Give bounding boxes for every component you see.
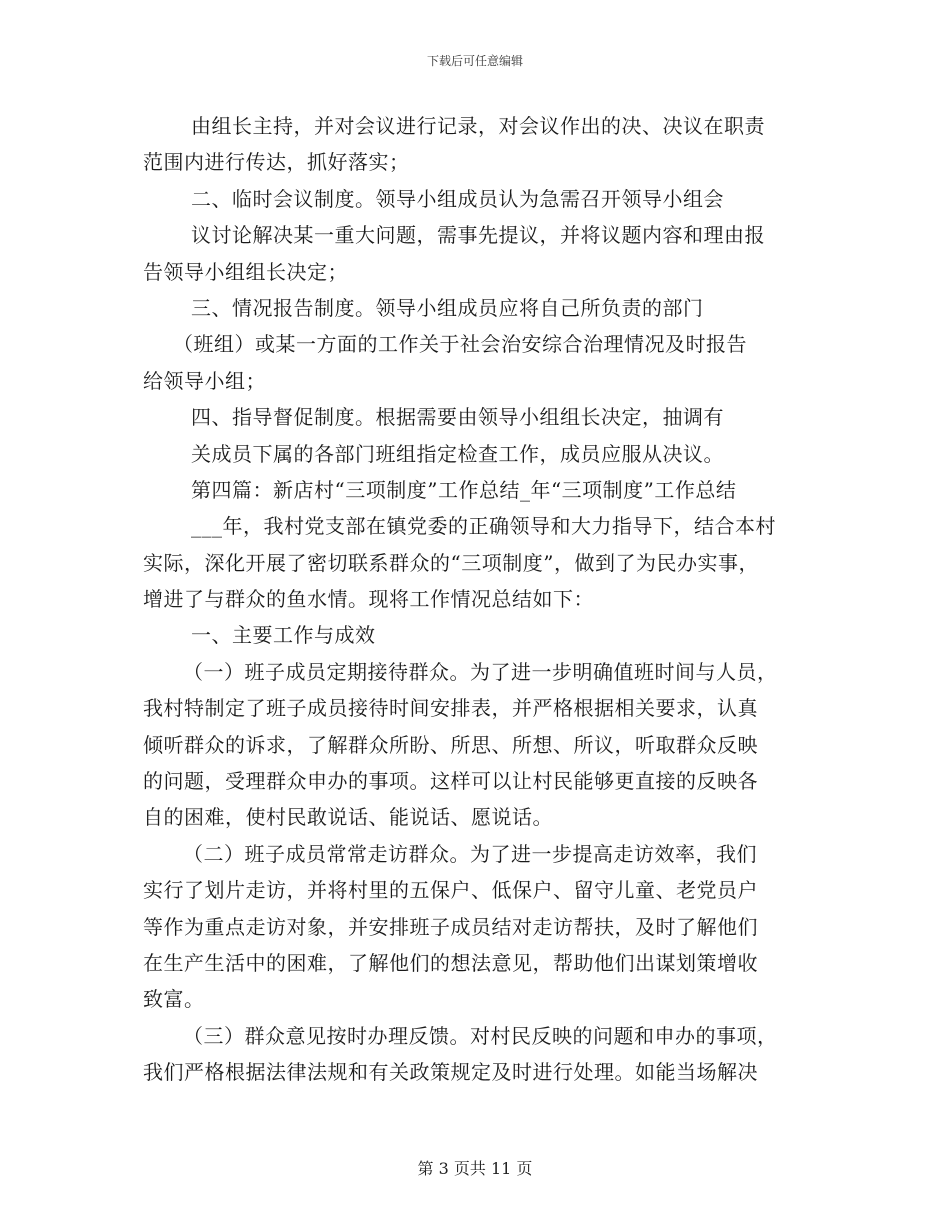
text-line: 二、临时会议制度。领导小组成员认为急需召开领导小组会 (191, 186, 724, 211)
text-line: 致富。 (143, 987, 205, 1012)
text-line: 四、指导督促制度。根据需要由领导小组组长决定，抽调有 (191, 405, 724, 430)
text-line: 的问题，受理群众申办的事项。这样可以让村民能够更直接的反映各 (143, 769, 758, 794)
text-line: （班组）或某一方面的工作关于社会治安综合治理情况及时报告 (173, 332, 747, 357)
text-line: （三）群众意见按时办理反馈。对村民反映的问题和申办的事项， (183, 1023, 778, 1048)
text-line: 范围内进行传达，抓好落实； (143, 150, 410, 175)
text-line: 一、主要工作与成效 (191, 623, 376, 648)
text-line: 在生产生活中的困难，了解他们的想法意见，帮助他们出谋划策增收 (143, 950, 758, 975)
text-line: 给领导小组； (143, 368, 266, 393)
text-line: 我们严格根据法律法规和有关政策规定及时进行处理。如能当场解决 (143, 1060, 758, 1085)
page-header: 下载后可任意编辑 (426, 54, 523, 68)
text-line: 自的困难，使村民敢说话、能说话、愿说话。 (143, 805, 553, 830)
text-line: 倾听群众的诉求，了解群众所盼、所思、所想、所议，听取群众反映 (143, 732, 758, 757)
text-line: 关成员下属的各部门班组指定检查工作，成员应服从决议。 (191, 441, 724, 466)
text-line: 实行了划片走访，并将村里的五保户、低保户、留守儿童、老党员户 (143, 878, 758, 903)
text-line: 第四篇：新店村“三项制度”工作总结_年“三项制度”工作总结 (191, 477, 737, 502)
page-footer: 第 3 页共 11 页 (417, 1159, 533, 1178)
text-line: 我村特制定了班子成员接待时间安排表，并严格根据相关要求，认真 (143, 696, 758, 721)
text-line: 由组长主持，并对会议进行记录，对会议作出的决、决议在职责 (191, 114, 765, 138)
text-line: 实际，深化开展了密切联系群众的“三项制度”，做到了为民办实事， (143, 550, 759, 575)
text-line: 增进了与群众的鱼水情。现将工作情况总结如下： (143, 587, 594, 612)
text-line: 等作为重点走访对象，并安排班子成员结对走访帮扶，及时了解他们 (143, 914, 758, 939)
text-line: （二）班子成员常常走访群众。为了进一步提高走访效率，我们 (183, 841, 757, 866)
text-line: 议讨论解决某一重大问题，需事先提议，并将议题内容和理由报 (191, 223, 765, 248)
text-line: 三、情况报告制度。领导小组成员应将自己所负责的部门 (191, 295, 704, 320)
text-line: ___年，我村党支部在镇党委的正确领导和大力指导下，结合本村 (191, 514, 776, 539)
document-body (143, 108, 808, 1091)
text-line: （一）班子成员定期接待群众。为了进一步明确值班时间与人员， (183, 659, 778, 684)
text-line: 告领导小组组长决定； (143, 259, 348, 284)
